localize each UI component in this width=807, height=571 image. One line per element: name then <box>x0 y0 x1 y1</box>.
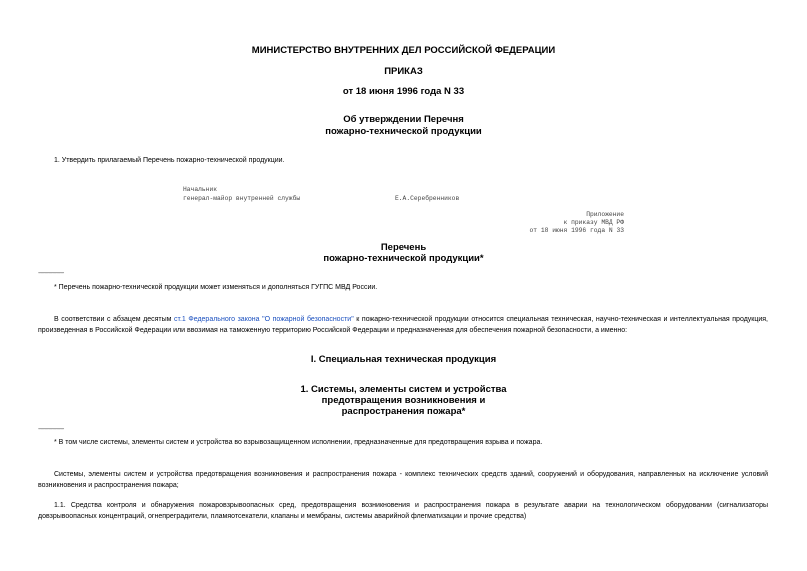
paragraph-1-1: 1.1. Средства контроля и обнаружения пожаровзрывоопасных сред, предотвращения возникновения и распространения пожара в результате аварии на технологическом оборудовании (сигнализаторы довзрывоопасных концентраций, огнепреградители, пламяотсекатели, клапаны и мембраны, системы аварийной флегматизации и прочие средства) <box>38 502 768 520</box>
ministry-heading: МИНИСТЕРСТВО ВНУТРЕННИХ ДЕЛ РОССИЙСКОЙ ФЕДЕРАЦИИ <box>251 45 556 56</box>
footnote-1: * Перечень пожарно-технической продукции может изменяться и дополняться ГУГПС МВД России. <box>54 284 378 291</box>
intro-paragraph <box>38 314 768 336</box>
intro-text-post: к пожарно-технической продукции относится специальная техническая, научно-техническая и интеллектуальная продукция, произведенная в Российской Федерации или ввозимая на таможенную территорию Российской Федерации и предназначенная для обеспечения пожарной безопасности, а именно: <box>38 316 768 334</box>
doc-type-heading: ПРИКАЗ <box>384 66 423 77</box>
list-title-line2: пожарно-технической продукции* <box>323 253 484 264</box>
systems-paragraph: Системы, элементы систем и устройства предотвращения возникновения и распространения пожара - комплекс технических средств зданий, сооружений и оборудования, направленных на исключение условий возникновения и распространения пожара; <box>38 471 768 489</box>
order-item-1: 1. Утвердить прилагаемый Перечень пожарно-технической продукции. <box>54 157 285 164</box>
doc-title-line2: пожарно-технической продукции <box>325 126 482 137</box>
subsection-1-line2: предотвращения возникновения и <box>321 395 486 406</box>
signature-position-line1: Начальник <box>183 186 218 193</box>
section-1-heading: I. Специальная техническая продукция <box>310 354 497 365</box>
intro-text-pre: В соответствии с абзацем десятым <box>54 316 175 323</box>
footnote-rule-2: ------------------- <box>38 426 64 433</box>
footnote-2: * В том числе системы, элементы систем и устройства во взрывозащищенном исполнении, предназначенные для предотвращения взрыва и пожара. <box>54 439 543 446</box>
federal-law-link[interactable]: ст.1 Федерального закона "О пожарной безопасности" <box>174 316 354 323</box>
doc-title-line1: Об утверждении Перечня <box>343 114 464 125</box>
subsection-1-line3: распространения пожара* <box>341 406 466 417</box>
appendix-line1: Приложение <box>586 211 624 218</box>
signature-name: Е.А.Серебренников <box>395 195 460 202</box>
doc-date-heading: от 18 июня 1996 года N 33 <box>342 86 465 97</box>
list-title-line1: Перечень <box>380 242 427 253</box>
appendix-line3: от 18 июня 1996 года N 33 <box>529 227 624 234</box>
appendix-line2: к приказу МВД РФ <box>563 219 624 226</box>
subsection-1-line1: 1. Системы, элементы систем и устройства <box>300 384 507 395</box>
signature-position-line2: генерал-майор внутренней службы <box>183 195 301 202</box>
footnote-rule-1: ------------------- <box>38 270 64 277</box>
